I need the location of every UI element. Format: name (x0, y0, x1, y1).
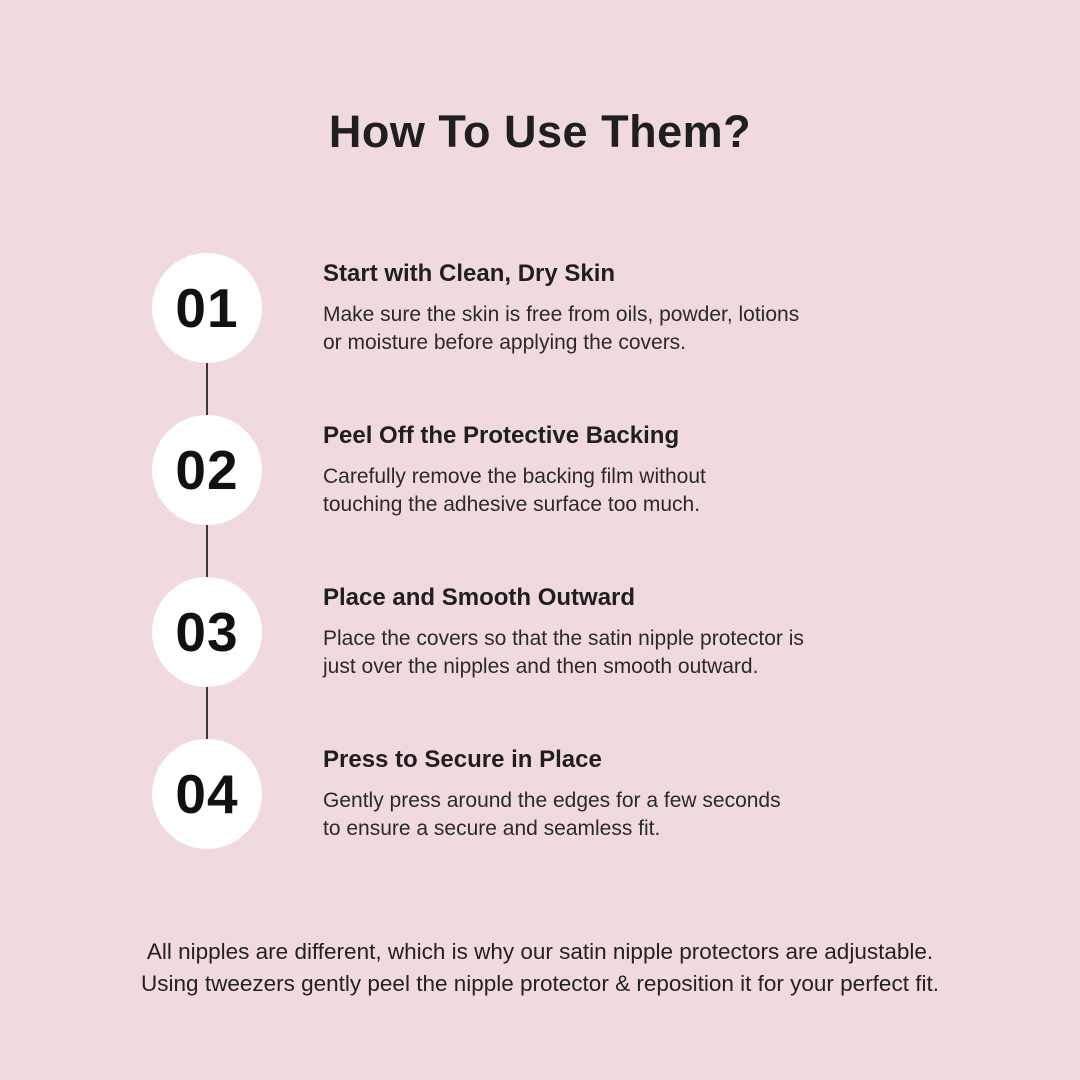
step-1-heading: Start with Clean, Dry Skin (323, 260, 616, 288)
step-connector-line (206, 308, 208, 794)
footer-note-line-2: Using tweezers gently peel the nipple protector & reposition it for your perfect fit. (141, 970, 939, 996)
step-3-description (323, 625, 804, 680)
step-4-number-badge (152, 739, 262, 849)
step-1-number-badge (152, 253, 262, 363)
step-2 (152, 415, 804, 525)
step-3 (152, 577, 804, 687)
step-4-text (323, 746, 781, 842)
step-1-text (323, 260, 799, 356)
footer-note (0, 936, 1080, 1000)
step-1-description (323, 301, 799, 356)
step-1-description-line-1: Make sure the skin is free from oils, powder, lotions (323, 303, 800, 327)
step-1 (152, 253, 804, 363)
step-4-description-line-1: Gently press around the edges for a few seconds (323, 789, 781, 813)
step-3-heading: Place and Smooth Outward (323, 584, 636, 612)
step-1-description-line-2: or moisture before applying the covers. (323, 330, 687, 354)
step-3-description-line-1: Place the covers so that the satin nipple protector is (323, 627, 804, 651)
step-2-description-line-1: Carefully remove the backing film without (323, 465, 706, 489)
step-4 (152, 739, 804, 849)
step-2-description (323, 463, 706, 518)
step-4-description (323, 787, 781, 842)
step-3-text (323, 584, 804, 680)
footer-note-line-1: All nipples are different, which is why our satin nipple protectors are adjustable. (146, 939, 934, 964)
step-2-heading: Peel Off the Protective Backing (323, 422, 680, 450)
step-4-heading: Press to Secure in Place (323, 746, 602, 774)
step-3-description-line-2: just over the nipples and then smooth outward. (323, 654, 759, 678)
step-4-description-line-2: to ensure a secure and seamless fit. (323, 816, 661, 840)
page-title: How To Use Them? (328, 106, 752, 157)
step-2-description-line-2: touching the adhesive surface too much. (323, 492, 701, 516)
steps-list (152, 253, 804, 849)
step-3-number: 03 (175, 601, 239, 663)
step-2-number-badge (152, 415, 262, 525)
step-2-text (323, 422, 706, 518)
step-4-number: 04 (175, 763, 239, 825)
step-3-number-badge (152, 577, 262, 687)
step-2-number: 02 (175, 439, 239, 501)
step-1-number: 01 (175, 277, 239, 339)
